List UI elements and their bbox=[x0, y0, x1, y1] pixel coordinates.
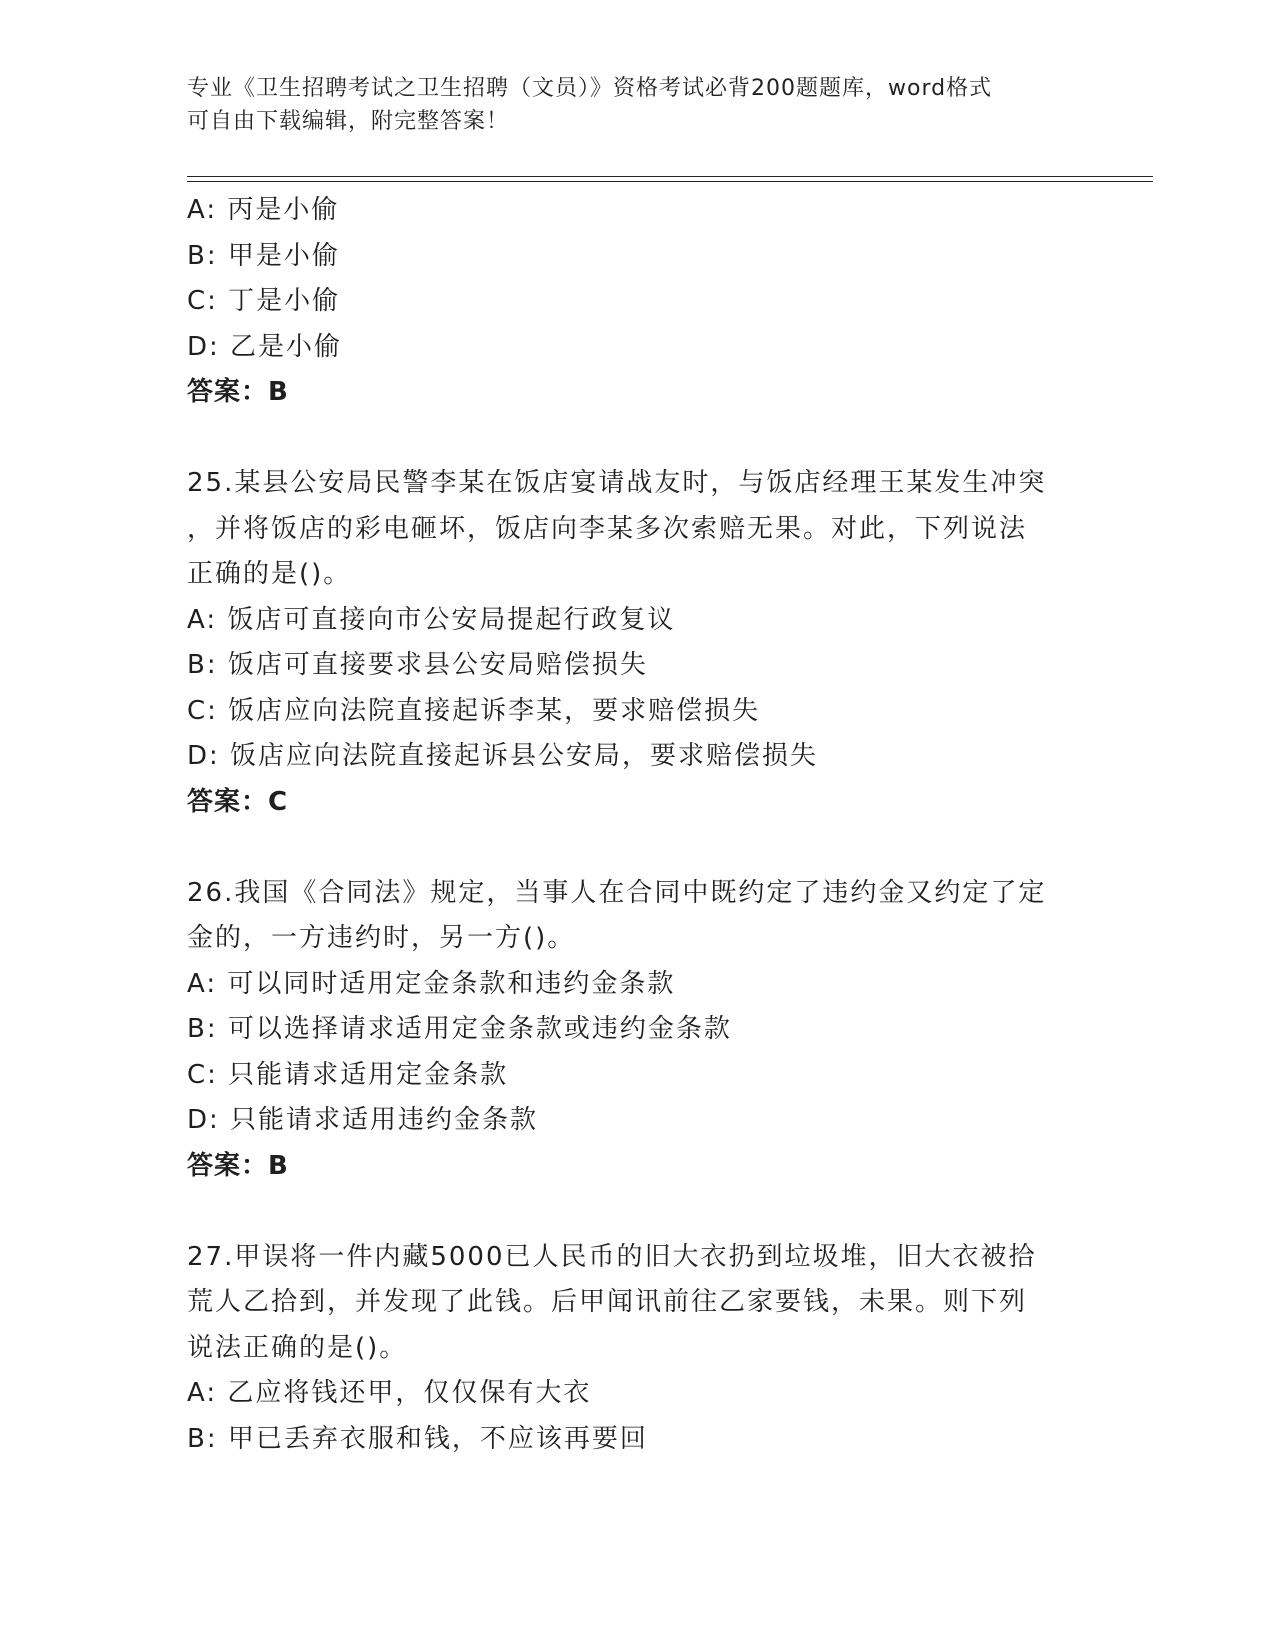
spacer bbox=[187, 416, 1087, 462]
header-line-2: 可自由下载编辑，附完整答案！ bbox=[187, 109, 510, 134]
option-b: B: 甲是小偷 bbox=[187, 240, 340, 271]
option-a: A: 饭店可直接向市公安局提起行政复议 bbox=[187, 604, 676, 635]
option-b: B: 甲已丢弃衣服和钱，不应该再要回 bbox=[187, 1423, 648, 1454]
option-c: C: 丁是小偷 bbox=[187, 286, 341, 316]
option-d: D: 饭店应向法院直接起诉县公安局，要求赔偿损失 bbox=[187, 741, 819, 771]
question-stem-line: 26.我国《合同法》规定，当事人在合同中既约定了违约金又约定了定 bbox=[187, 877, 1047, 908]
question-stem-line: 27.甲误将一件内藏5000已人民币的旧大衣扔到垃圾堆，旧大衣被拾 bbox=[187, 1241, 1037, 1272]
question-list bbox=[187, 188, 1087, 1462]
document-header bbox=[187, 72, 1067, 138]
option-a: A: 丙是小偷 bbox=[187, 195, 340, 225]
header-line-1: 专业《卫生招聘考试之卫生招聘（文员）》资格考试必背200题题库，word格式 bbox=[187, 76, 993, 101]
spacer bbox=[187, 1189, 1087, 1235]
question-stem-line: 荒人乙拾到，并发现了此钱。后甲闻讯前往乙家要钱，未果。则下列 bbox=[187, 1287, 1028, 1317]
option-c: C: 饭店应向法院直接起诉李某，要求赔偿损失 bbox=[187, 695, 761, 726]
question-24-tail bbox=[187, 188, 1087, 416]
header-rule-bottom bbox=[187, 181, 1153, 182]
question-26 bbox=[187, 871, 1087, 1190]
header-rule-top bbox=[187, 176, 1153, 177]
question-stem-line: 金的，一方违约时，另一方()。 bbox=[187, 923, 576, 953]
option-a: A: 乙应将钱还甲，仅仅保有大衣 bbox=[187, 1378, 592, 1408]
option-c: C: 只能请求适用定金条款 bbox=[187, 1059, 509, 1090]
option-d: D: 乙是小偷 bbox=[187, 331, 343, 362]
option-b: B: 饭店可直接要求县公安局赔偿损失 bbox=[187, 650, 648, 680]
answer-label: 答案：B bbox=[187, 1150, 289, 1181]
answer-label: 答案：B bbox=[187, 377, 289, 407]
option-a: A: 可以同时适用定金条款和违约金条款 bbox=[187, 968, 676, 999]
question-stem-line: 说法正确的是()。 bbox=[187, 1332, 408, 1363]
option-b: B: 可以选择请求适用定金条款或违约金条款 bbox=[187, 1014, 732, 1044]
spacer bbox=[187, 825, 1087, 871]
answer-label: 答案：C bbox=[187, 786, 289, 817]
option-d: D: 只能请求适用违约金条款 bbox=[187, 1105, 539, 1135]
question-27 bbox=[187, 1235, 1087, 1463]
question-stem-line: 正确的是()。 bbox=[187, 559, 352, 589]
question-stem-line: 25.某县公安局民警李某在饭店宴请战友时，与饭店经理王某发生冲突 bbox=[187, 468, 1047, 498]
question-25 bbox=[187, 461, 1087, 825]
question-stem-line: ，并将饭店的彩电砸坏，饭店向李某多次索赔无果。对此，下列说法 bbox=[187, 513, 1028, 544]
